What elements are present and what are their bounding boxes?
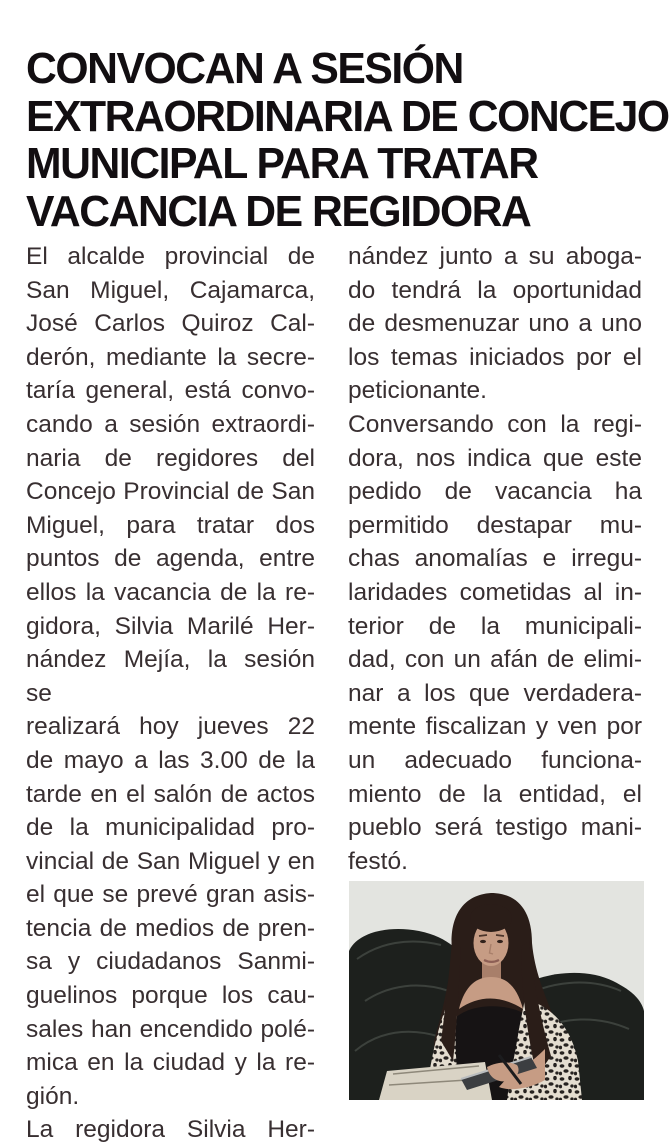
text-line: ellos la vacancia de la re- [26,578,315,606]
text-line: Conversando con la regi- [348,410,642,438]
text-line: realizará hoy jueves 22 [26,713,315,741]
text-line: de desmenuzar uno a uno [348,310,642,338]
photo-illustration [349,881,644,1100]
text-line: tarde en el salón de actos [26,780,315,808]
headline-line: VACANCIA DE REGIDORA [26,186,531,236]
text-line: laridades cometidas al in- [348,578,642,606]
text-line: Concejo Provincial de San [26,478,315,506]
text-line: sa y ciudadanos Sanmi- [26,948,315,976]
text-line: el que se prevé gran asis- [26,881,315,909]
text-line: pedido de vacancia ha [348,478,642,506]
text-line: un adecuado funciona- [348,746,642,774]
text-line: dad, con un afán de elimi- [348,646,642,674]
article-headline [26,44,669,236]
article-column-left [26,240,315,1147]
text-line: nández junto a su aboga- [348,243,642,270]
text-line: permitido destapar mu- [348,511,642,539]
text-line: cando a sesión extraordi- [26,410,315,438]
text-line: terior de la municipali- [348,612,642,640]
text-line: naria de regidores del [26,444,315,472]
text-line: los temas iniciados por el [348,343,642,371]
text-line: de mayo a las 3.00 de la [26,746,315,774]
text-line: José Carlos Quiroz Cal- [26,310,315,338]
text-line: chas anomalías e irregu- [348,545,642,573]
headline-line: MUNICIPAL PARA TRATAR [26,139,538,189]
text-line: pueblo será testigo mani- [348,814,642,842]
text-line: taría general, está convo- [26,377,315,405]
text-line: vincial de San Miguel y en [26,847,315,875]
text-line: guelinos porque los cau- [26,982,315,1010]
text-line: nar a los que verdadera- [348,679,642,707]
text-line: derón, mediante la secre- [26,343,315,371]
text-line: San Miguel, Cajamarca, [26,276,315,304]
text-line: Miguel, para tratar dos [26,511,315,539]
text-line: tencia de medios de pren- [26,914,315,942]
text-line: mente fiscalizan y ven por [348,713,642,741]
text-line: mica en la ciudad y la re- [26,1049,315,1077]
text-line: gión. [26,1082,80,1110]
text-line: peticionante. [348,377,487,405]
text-line: de la municipalidad pro- [26,814,315,842]
article-column-right [348,240,642,878]
article-photo [349,881,644,1100]
text-line: miento de la entidad, el [348,780,642,808]
headline-line: EXTRAORDINARIA DE CONCEJO [26,91,669,141]
text-line: do tendrá la oportunidad [348,276,642,304]
text-line: nández Mejía, la sesión se [26,646,315,707]
text-line: festó. [348,847,408,875]
text-line: La regidora Silvia Her- [26,1116,315,1144]
text-line: El alcalde provincial de [26,243,315,270]
person-fringe [470,904,512,932]
text-line: gidora, Silvia Marilé Her- [26,612,315,640]
text-line: dora, nos indica que este [348,444,642,472]
text-line: puntos de agenda, entre [26,545,315,573]
text-line: sales han encendido polé- [26,1015,315,1043]
headline-line: CONVOCAN A SESIÓN [26,44,463,94]
